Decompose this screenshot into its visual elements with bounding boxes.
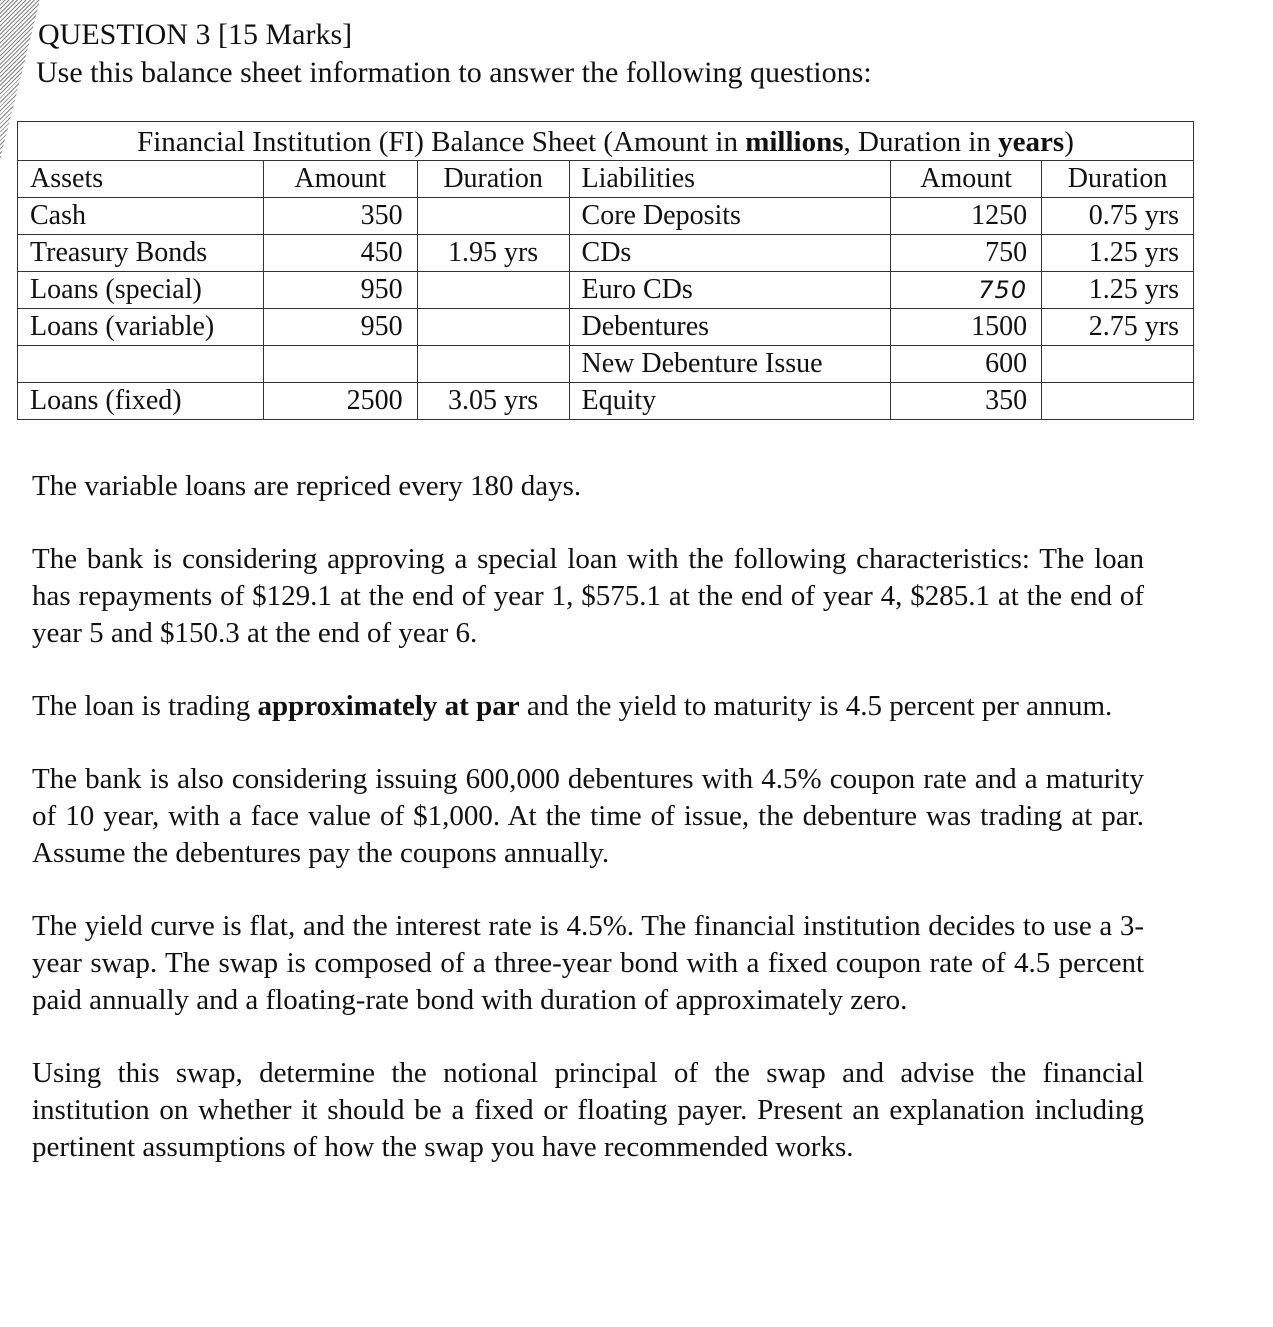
caption-mid: , Duration in [843, 126, 999, 158]
asset-duration: 3.05 yrs [417, 383, 569, 420]
liability-amount-handwritten [891, 272, 1042, 309]
asset-name: Loans (special) [18, 272, 264, 309]
liability-duration: 0.75 yrs [1042, 198, 1194, 235]
p3-pre: The loan is trading [32, 690, 258, 722]
question-intro: Use this balance sheet information to answer the following questions: [36, 56, 872, 89]
table-caption-row [18, 122, 1194, 161]
liability-duration: 2.75 yrs [1042, 309, 1194, 346]
asset-amount: 2500 [263, 383, 417, 420]
header-liab-amount: Amount [891, 161, 1042, 198]
asset-amount: 950 [263, 272, 417, 309]
asset-amount: 950 [263, 309, 417, 346]
liability-amount: 1500 [891, 309, 1042, 346]
question-body [32, 468, 1144, 1166]
liability-amount: 600 [891, 346, 1042, 383]
asset-duration [417, 198, 569, 235]
liability-name: CDs [569, 235, 891, 272]
balance-sheet-table [17, 121, 1194, 420]
paragraph-special-loan: The bank is considering approving a special loan with the following characteristics: The loan has repayments of $129.1 at the end of year 1, $575.1 at the end of year 4, $285.1 at the end of year 5 and $150.3 at the end of year 6. [32, 543, 1144, 649]
paragraph-repricing: The variable loans are repriced every 180 days. [32, 470, 582, 502]
liability-amount: 750 [891, 235, 1042, 272]
table-header-row [18, 161, 1194, 198]
table-row [18, 309, 1194, 346]
asset-duration [417, 272, 569, 309]
question-title: QUESTION 3 [15 Marks] [38, 18, 353, 51]
asset-amount [263, 346, 417, 383]
caption-years: years [998, 126, 1065, 158]
caption-suffix: ) [1064, 126, 1074, 158]
liability-amount: 350 [891, 383, 1042, 420]
table-caption [18, 122, 1194, 161]
liability-name: Euro CDs [569, 272, 891, 309]
liability-name: Debentures [569, 309, 891, 346]
liability-duration: 1.25 yrs [1042, 235, 1194, 272]
asset-duration: 1.95 yrs [417, 235, 569, 272]
asset-duration [417, 309, 569, 346]
asset-amount: 350 [263, 198, 417, 235]
asset-name [18, 346, 264, 383]
asset-name: Loans (fixed) [18, 383, 264, 420]
table-row [18, 346, 1194, 383]
header-asset-amount: Amount [263, 161, 417, 198]
asset-amount: 450 [263, 235, 417, 272]
caption-millions: millions [745, 126, 844, 158]
table-row [18, 383, 1194, 420]
table-row [18, 235, 1194, 272]
header-assets: Assets [18, 161, 264, 198]
asset-name: Loans (variable) [18, 309, 264, 346]
asset-duration [417, 346, 569, 383]
asset-name: Cash [18, 198, 264, 235]
liability-duration [1042, 383, 1194, 420]
liability-duration [1042, 346, 1194, 383]
header-liabilities: Liabilities [569, 161, 891, 198]
paragraph-swap: The yield curve is flat, and the interest rate is 4.5%. The financial institution decides to use a 3-year swap. The swap is composed of a three-year bond with a fixed coupon rate of 4.5 percent paid annually and a floating-rate bond with duration of approximately zero. [32, 910, 1144, 1016]
p3-post: and the yield to maturity is 4.5 percent per annum. [519, 690, 1113, 722]
paragraph-loan-par [32, 688, 1144, 725]
liability-name: Equity [569, 383, 891, 420]
asset-name: Treasury Bonds [18, 235, 264, 272]
p3-bold: approximately at par [257, 690, 520, 722]
liability-duration: 1.25 yrs [1042, 272, 1194, 309]
liability-name: New Debenture Issue [569, 346, 891, 383]
question-header [30, 16, 1230, 92]
header-liab-duration: Duration [1042, 161, 1194, 198]
table-row [18, 272, 1194, 309]
table-row [18, 198, 1194, 235]
liability-amount: 1250 [891, 198, 1042, 235]
caption-prefix: Financial Institution (FI) Balance Sheet (Amount in [137, 126, 746, 158]
paragraph-debentures: The bank is also considering issuing 600,000 debentures with 4.5% coupon rate and a maturity of 10 year, with a face value of $1,000. At the time of issue, the debenture was trading at par. Assume the debentures pay the coupons annually. [32, 763, 1144, 869]
header-asset-duration: Duration [417, 161, 569, 198]
handwritten-value: 750 [978, 276, 1028, 304]
paragraph-task: Using this swap, determine the notional principal of the swap and advise the financial institution on whether it should be a fixed or floating payer. Present an explanation including pertinent assumptions of how the swap you have recommended works. [32, 1057, 1144, 1163]
liability-name: Core Deposits [569, 198, 891, 235]
